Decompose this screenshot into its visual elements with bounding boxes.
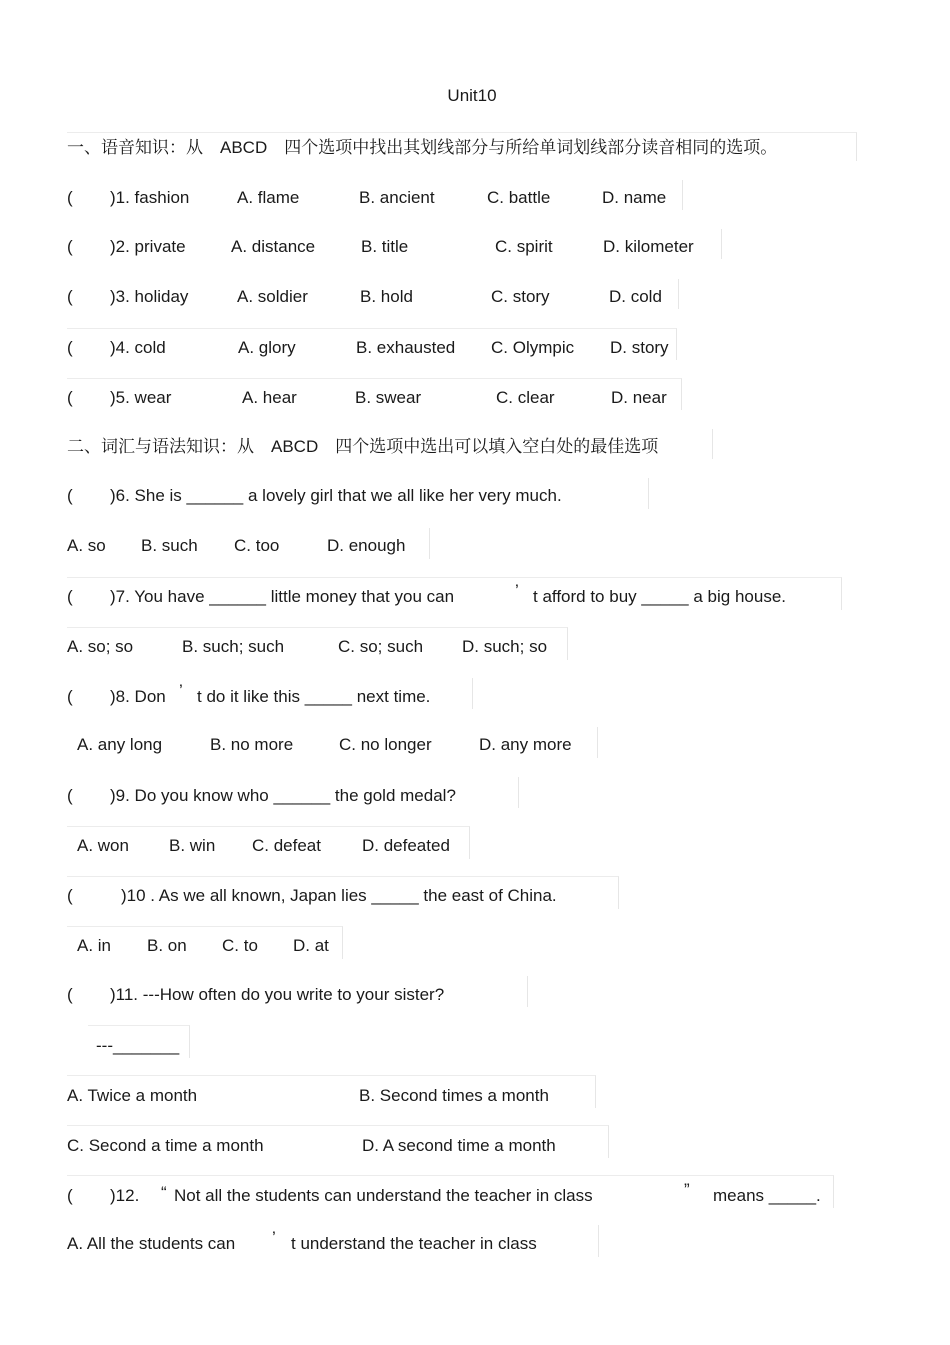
question-11: [67, 976, 528, 1007]
question-11-options-ab: [67, 1075, 596, 1108]
question-10: [67, 876, 619, 909]
option-d: D. name: [602, 188, 667, 207]
question-5: [67, 378, 682, 410]
question-7: [67, 577, 842, 610]
option-a: A. distance: [231, 237, 316, 256]
question-word: )5. wear: [110, 388, 172, 407]
section2-heading: 二、词汇与语法知识：从 ABCD 四个选项中选出可以填入空白处的最佳选项: [67, 437, 659, 456]
means-blank: means _____.: [713, 1186, 821, 1205]
close-quote: ”: [684, 1180, 690, 1199]
option-d: D. story: [610, 338, 669, 357]
answer-paren: (: [67, 338, 73, 357]
question-8: [67, 678, 473, 709]
option-a: A. so: [67, 536, 106, 555]
apostrophe: ’: [515, 581, 519, 600]
option-d: D. enough: [327, 536, 406, 555]
option-d: D. at: [293, 936, 329, 955]
option-c: C. Olympic: [491, 338, 575, 357]
option-c: C. no longer: [339, 735, 432, 754]
answer-paren: (: [67, 188, 73, 207]
option-a-cont: t understand the teacher in class: [291, 1234, 537, 1253]
question-6: [67, 478, 649, 509]
answer-paren: (: [67, 786, 73, 805]
option-c: C. spirit: [495, 237, 553, 256]
option-a: A. glory: [238, 338, 296, 357]
option-a: A. soldier: [237, 287, 308, 306]
option-a: A. All the students can: [67, 1234, 236, 1253]
option-a: A. flame: [237, 188, 300, 207]
question-stem: )7. You have ______ little money that you can: [110, 587, 455, 606]
question-6-options: [67, 528, 430, 559]
question-11-options-cd: [67, 1125, 609, 1158]
option-c: C. story: [491, 287, 550, 306]
answer-paren: (: [67, 587, 73, 606]
option-b: B. such: [141, 536, 198, 555]
option-b: B. ancient: [359, 188, 435, 207]
question-number: )12.: [110, 1186, 140, 1205]
option-b: B. Second times a month: [359, 1086, 549, 1105]
option-b: B. on: [147, 936, 187, 955]
option-a: A. won: [77, 836, 129, 855]
question-word: )1. fashion: [110, 188, 190, 207]
question-12: [67, 1175, 834, 1208]
question-stem: )10 . As we all known, Japan lies _____ the east of China.: [121, 886, 557, 905]
answer-blank: ---_______: [96, 1036, 180, 1055]
option-c: C. battle: [487, 188, 551, 207]
apostrophe: ’: [272, 1228, 276, 1247]
option-c: C. too: [234, 536, 280, 555]
question-8-options: [67, 727, 598, 758]
question-9: [67, 777, 519, 808]
question-stem: Not all the students can understand the teacher in class: [174, 1186, 593, 1205]
question-word: )2. private: [110, 237, 186, 256]
section1-heading: 一、语音知识：从 ABCD 四个选项中找出其划线部分与所给单词划线部分读音相同的选项。: [67, 138, 778, 157]
question-stem: )8. Don: [110, 687, 166, 706]
question-stem: )9. Do you know who ______ the gold medal?: [110, 786, 456, 805]
option-d: D. kilometer: [603, 237, 694, 256]
question-7-options: [67, 627, 568, 660]
option-a: A. hear: [242, 388, 297, 407]
answer-paren: (: [67, 388, 73, 407]
option-b: B. exhausted: [356, 338, 456, 357]
question-11-answer-line: [88, 1025, 190, 1058]
answer-paren: (: [67, 287, 73, 306]
option-a: A. Twice a month: [67, 1086, 198, 1105]
answer-paren: (: [67, 886, 73, 905]
question-2: [67, 229, 722, 259]
option-c: C. clear: [496, 388, 555, 407]
option-b: B. win: [169, 836, 216, 855]
question-stem: )6. She is ______ a lovely girl that we all like her very much.: [110, 486, 562, 505]
option-b: B. such; such: [182, 637, 285, 656]
option-a: A. any long: [77, 735, 163, 754]
option-b: B. no more: [210, 735, 294, 754]
option-c: C. Second a time a month: [67, 1136, 264, 1155]
option-b: B. swear: [355, 388, 422, 407]
question-12-option-a: [67, 1225, 599, 1257]
question-4: [67, 328, 677, 360]
answer-paren: (: [67, 1186, 73, 1205]
option-d: D. any more: [479, 735, 572, 754]
option-d: D. such; so: [462, 637, 548, 656]
answer-paren: (: [67, 237, 73, 256]
option-d: D. defeated: [362, 836, 450, 855]
question-3: [67, 279, 679, 309]
answer-paren: (: [67, 985, 73, 1004]
question-stem-cont: t afford to buy _____ a big house.: [533, 587, 786, 606]
answer-paren: (: [67, 486, 73, 505]
option-d: D. A second time a month: [362, 1136, 556, 1155]
option-c: C. so; such: [338, 637, 424, 656]
answer-paren: (: [67, 687, 73, 706]
section2-heading-box: [67, 429, 713, 459]
question-stem: )11. ---How often do you write to your sister?: [110, 985, 445, 1004]
option-c: C. defeat: [252, 836, 321, 855]
option-d: D. cold: [609, 287, 662, 306]
question-word: )4. cold: [110, 338, 166, 357]
option-a: A. so; so: [67, 637, 134, 656]
question-1: [67, 180, 683, 210]
apostrophe: ’: [179, 681, 183, 700]
option-b: B. hold: [360, 287, 413, 306]
option-b: B. title: [361, 237, 409, 256]
option-c: C. to: [222, 936, 258, 955]
option-d: D. near: [611, 388, 667, 407]
option-a: A. in: [77, 936, 112, 955]
question-9-options: [67, 826, 470, 859]
question-10-options: [67, 926, 343, 959]
question-stem-cont: t do it like this _____ next time.: [197, 687, 431, 706]
page-title: Unit10: [447, 86, 497, 105]
open-quote: “: [161, 1183, 167, 1202]
section1-heading-box: [67, 132, 857, 161]
question-word: )3. holiday: [110, 287, 189, 306]
